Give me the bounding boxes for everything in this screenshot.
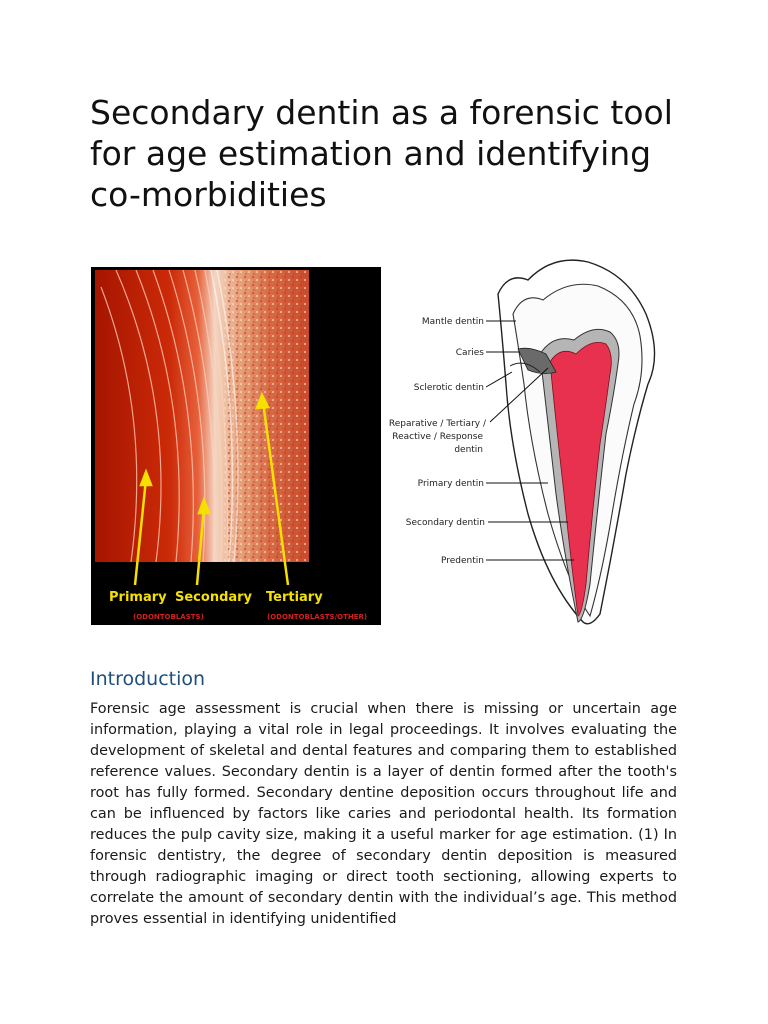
micrograph-image: [91, 267, 381, 625]
tooth-diagram-figure: [378, 254, 664, 628]
label-predentin: Predentin: [441, 556, 484, 566]
dentin-micrograph-figure: [91, 267, 381, 625]
caption-odontoblasts-other: (ODONTOBLASTS/OTHER): [267, 613, 368, 621]
label-primary: Primary: [109, 590, 167, 605]
introduction-paragraph: Forensic age assessment is crucial when there is missing or uncertain age information, playing a vital role in legal proceedings. It involves evaluating the development of skeletal and dental features and comparing them to established reference values. Secondary dentin is a layer of dentin formed after the tooth's root has fully formed. Secondary dentine deposition occurs throughout life and can be influenced by factors like caries and periodontal health. Its formation reduces the pulp cavity size, making it a useful marker for age estimation. (1) In forensic dentistry, the degree of secondary dentin deposition is measured through radiographic imaging or direct tooth sectioning, allowing experts to correlate the amount of secondary dentin with the individual’s age. This method proves essential in identifying unidentified: [90, 701, 677, 927]
label-sclerotic-dentin: Sclerotic dentin: [413, 383, 484, 393]
label-reparative-line2: Reactive / Response: [392, 432, 483, 442]
label-secondary-dentin: Secondary dentin: [405, 518, 485, 528]
label-caries: Caries: [455, 348, 484, 358]
caption-odontoblasts: (ODONTOBLASTS): [133, 613, 204, 621]
label-primary-dentin: Primary dentin: [417, 479, 484, 489]
label-mantle-dentin: Mantle dentin: [421, 317, 484, 327]
label-reparative-line3: dentin: [454, 445, 483, 455]
label-reparative-line1: Reparative / Tertiary /: [388, 419, 486, 429]
document-title: Secondary dentin as a forensic tool for age estimation and identifying co-morbidities: [90, 93, 673, 214]
tooth-diagram: [378, 254, 664, 628]
section-heading-introduction: Introduction: [90, 668, 206, 690]
label-secondary: Secondary: [175, 590, 253, 605]
label-tertiary: Tertiary: [266, 590, 323, 605]
